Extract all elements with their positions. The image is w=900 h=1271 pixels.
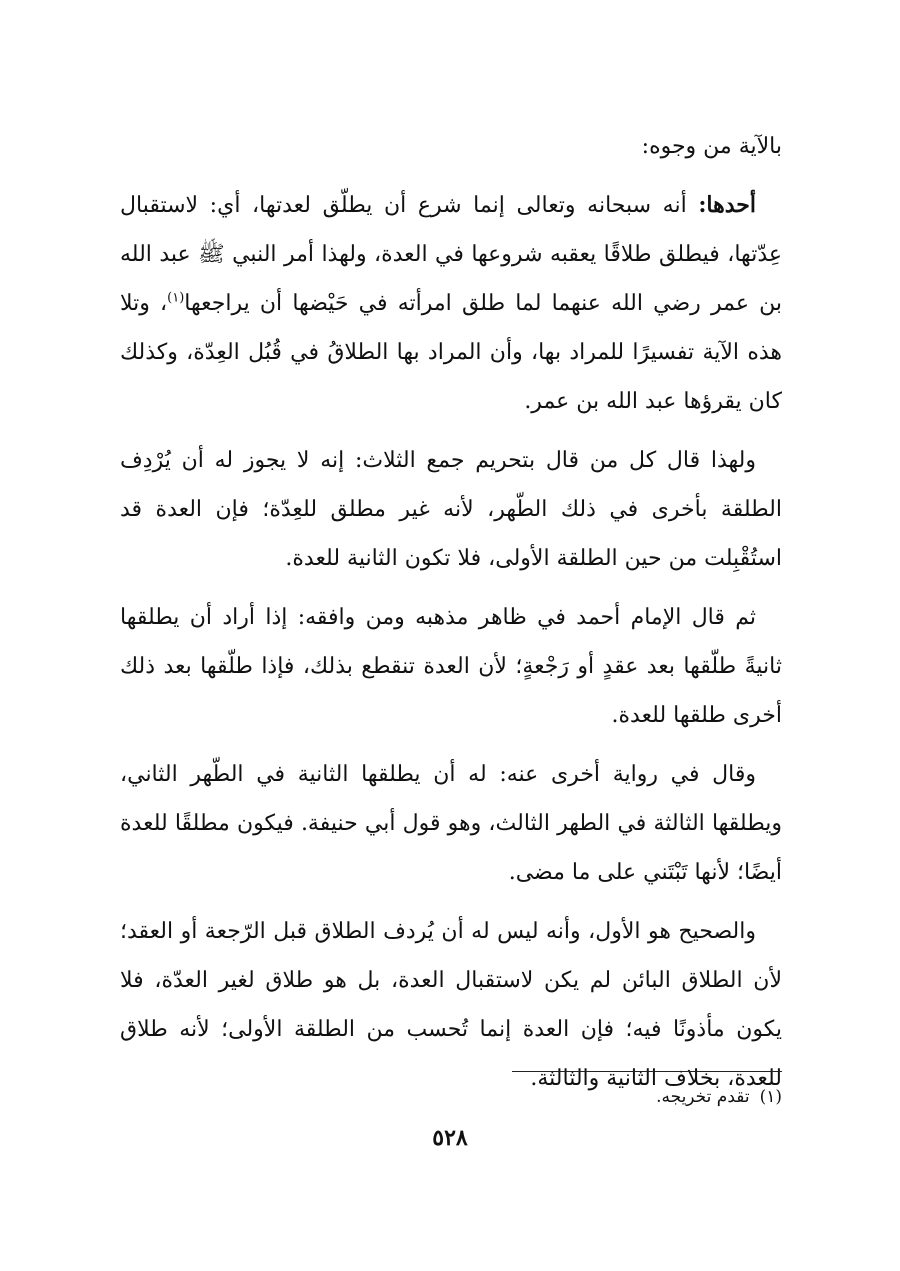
paragraph-2: ولهذا قال كل من قال بتحريم جمع الثلاث: إنه لا يجوز له أن يُرْدِف الطلقة بأخرى في ذلك الطّهر، لأنه غير مطلق للعِدّة؛ فإن العدة قد استُقْبِلت من حين الطلقة الأولى، فلا تكون الثانية للعدة. [120, 448, 783, 571]
footnote-reference[interactable]: (١) [167, 290, 185, 306]
paragraph-1 [120, 181, 782, 426]
footnote-text: تقدم تخريجه. [656, 1087, 750, 1107]
footnote-divider [512, 1071, 782, 1072]
page-body [120, 122, 782, 1113]
paragraph-1-lead: أحدها: [698, 192, 756, 218]
paragraph-4: وقال في رواية أخرى عنه: له أن يطلقها الثانية في الطّهر الثاني، ويطلقها الثالثة في الطهر الثالث، وهو قول أبي حنيفة. فيكون مطلقًا للعدة أيضًا؛ لأنها تَبْتَني على ما مضى. [120, 762, 782, 885]
paragraph-3: ثم قال الإمام أحمد في ظاهر مذهبه ومن وافقه: إذا أراد أن يطلقها ثانيةً طلّقها بعد عقدٍ أو رَجْعةٍ؛ لأن العدة تنقطع بذلك، فإذا طلّقها بعد ذلك أخرى طلقها للعدة. [120, 605, 782, 728]
footnote [656, 1084, 782, 1110]
intro-line: بالآية من وجوه: [641, 134, 782, 159]
paragraph-5: والصحيح هو الأول، وأنه ليس له أن يُردف الطلاق قبل الرّجعة أو العقد؛ لأن الطلاق البائن لم يكن لاستقبال العدة، بل هو طلاق لغير العدّة، فلا يكون مأذونًا فيه؛ فإن العدة إنما تُحسب من الطلقة الأولى؛ لأنه طلاق للعدة، بخلاف الثانية والثالثة. [120, 919, 782, 1091]
footnote-number: (١) [759, 1087, 782, 1107]
paragraph-1-text-after: ، وتلا هذه الآية تفسيرًا للمراد بها، وأن المراد بها الطلاقُ في قُبُل العِدّة، وكذلك كان يقرؤها عبد الله بن عمر. [120, 291, 782, 414]
page-number: ٥٢٨ [432, 1125, 468, 1151]
paragraph-1-text: أنه سبحانه وتعالى إنما شرع أن يطلّق لعدتها، أي: لاستقبال عِدّتها، فيطلق طلاقًا يعقبه شروعها في العدة، ولهذا أمر النبي ﷺ عبد الله بن عمر رضي الله عنهما لما طلق امرأته في حَيْضها أن يراجعها [120, 193, 783, 316]
